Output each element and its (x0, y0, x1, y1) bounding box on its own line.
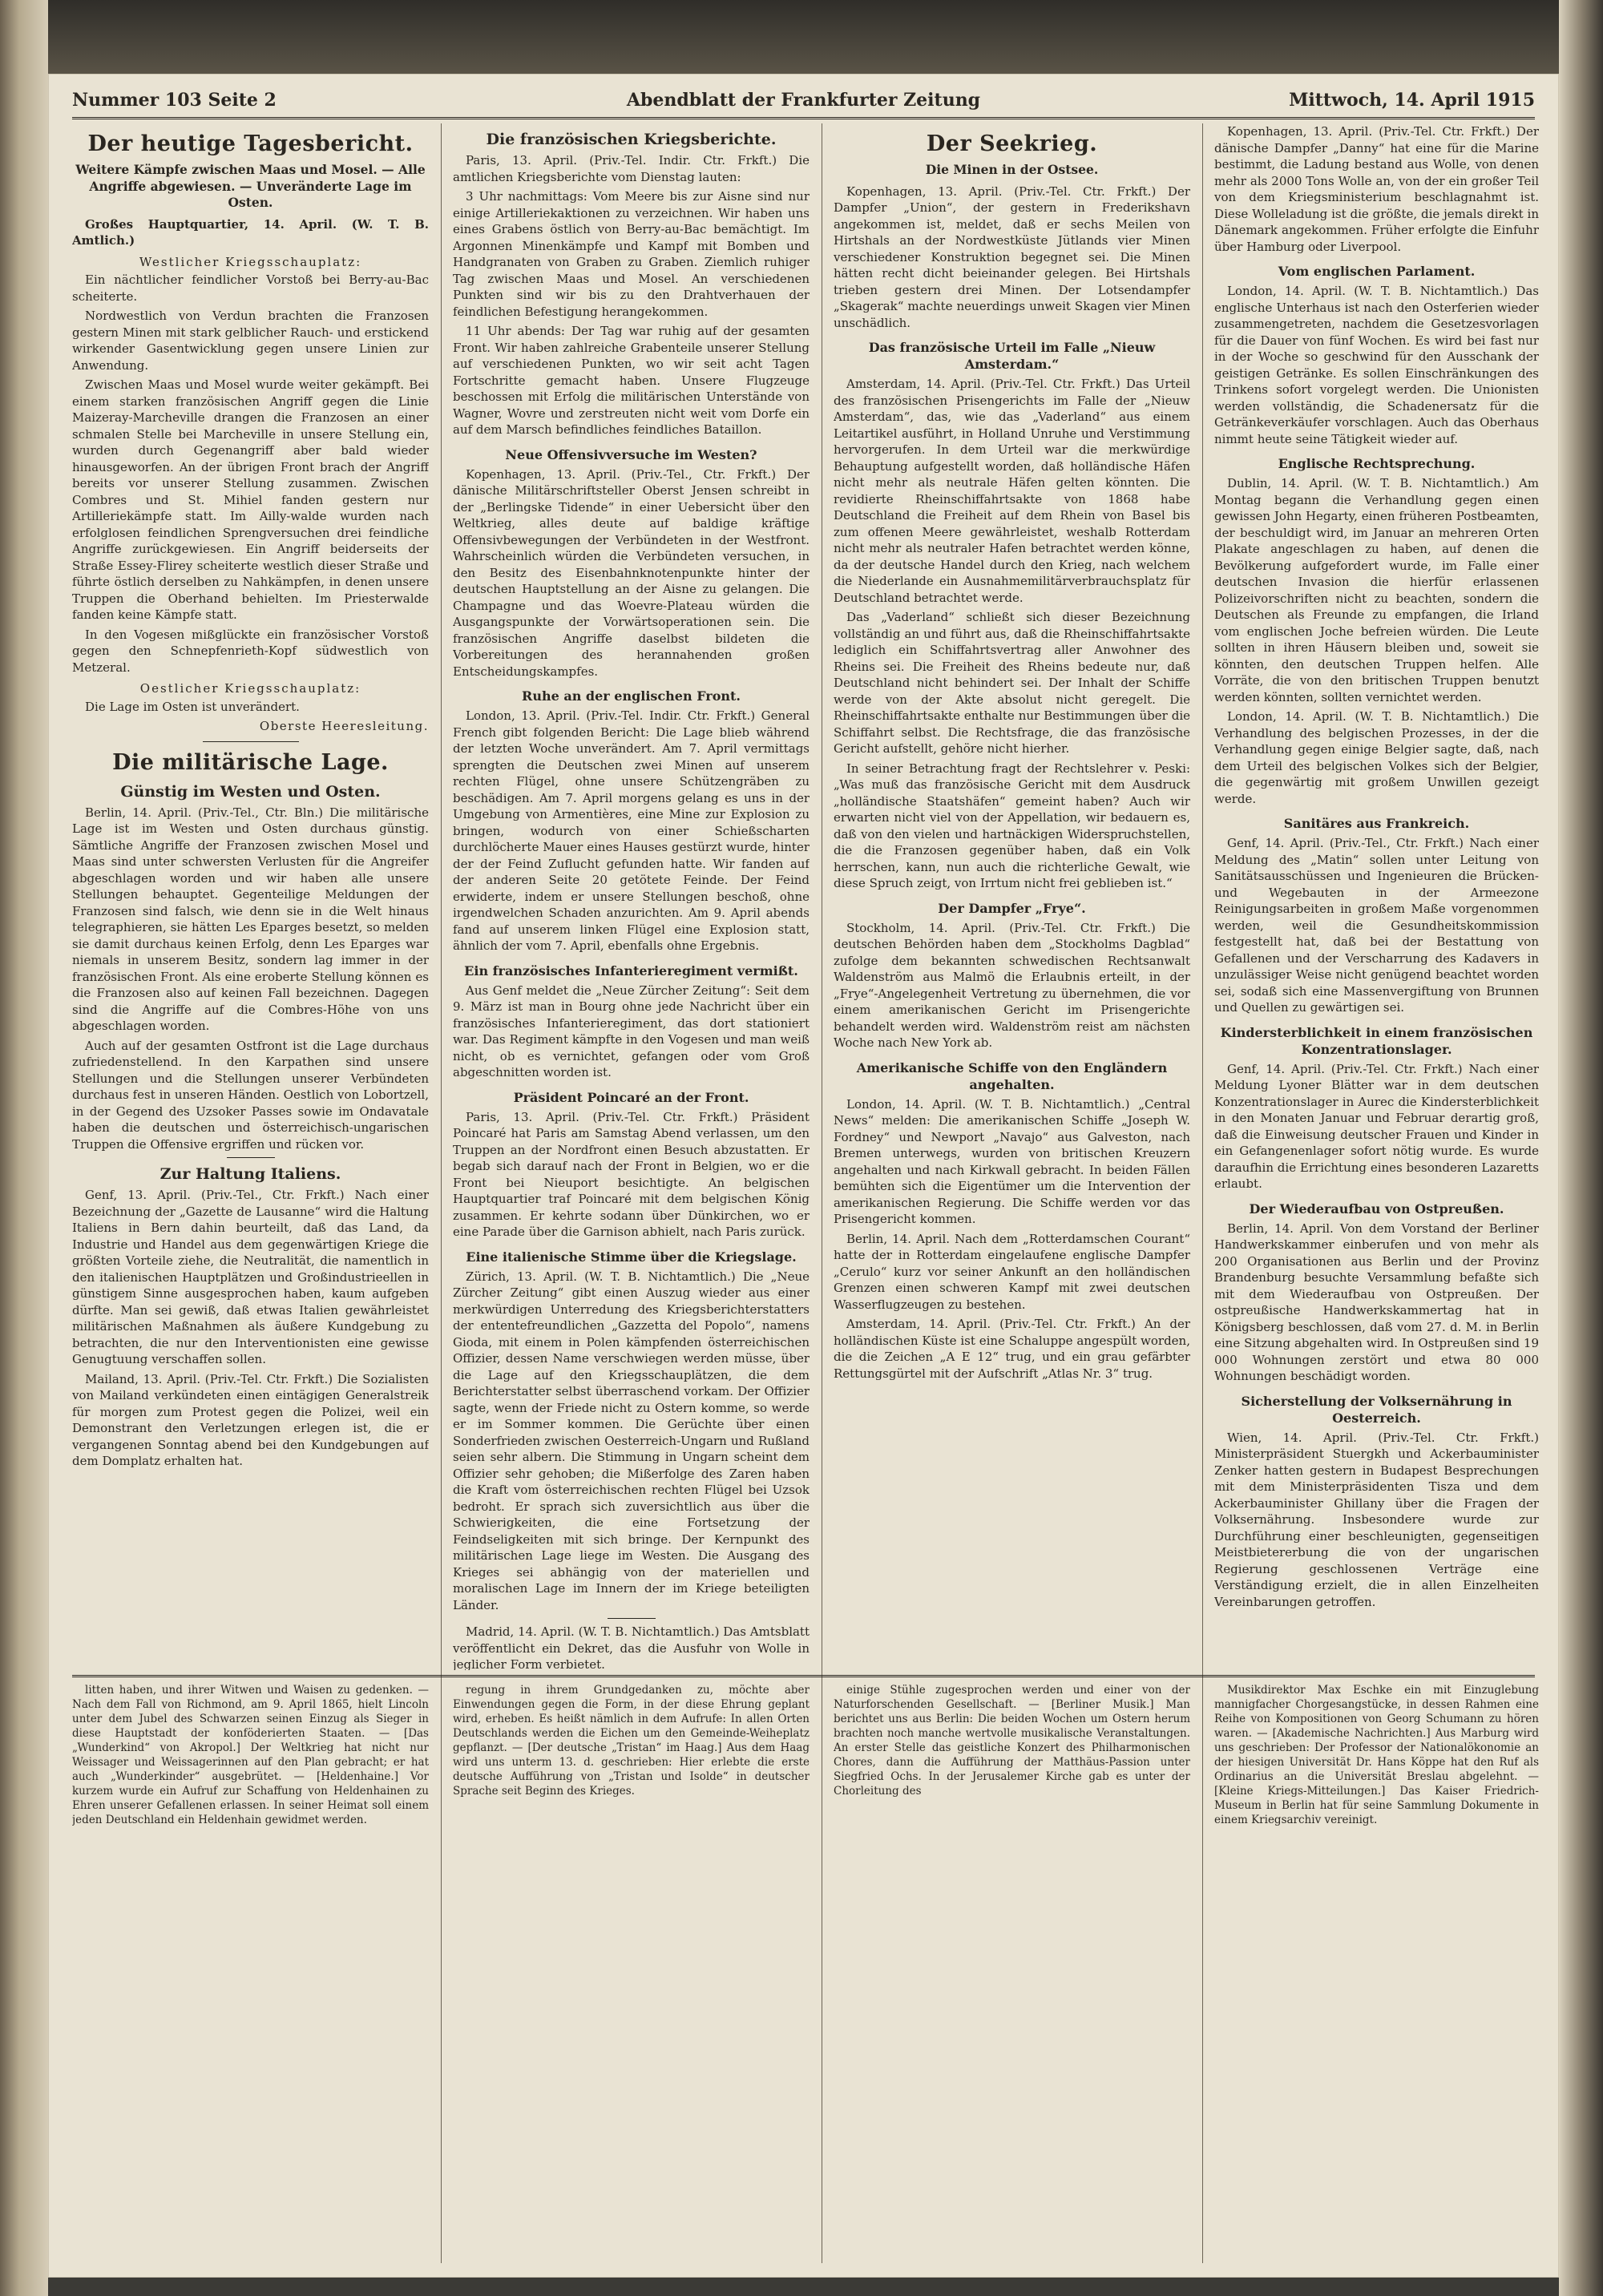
paragraph: Das „Vaderland“ schließt sich dieser Bezeichnung vollständig an und führt aus, daß die Rheinschiffahrtsakte lediglich ein Schiffahrtsvertrag aller Anwohner des Rheins sei. Die Freiheit des Rheins bedeute nur, daß Deutschland nicht behindert sei. Der Inhalt der Schiffe werde von der Akte absolut nicht geregelt. Die Rheinschiffahrtsakte enthalte nur Bestimmungen über die Schiffahrt selbst. Die Rechtsfrage, die das französische Gericht aufstellt, gehöre nicht hierher. (834, 610, 1190, 756)
column-rule (1202, 123, 1203, 2263)
divider (227, 1157, 275, 1158)
binding-left-edge (0, 0, 48, 2296)
headline-italien: Zur Haltung Italiens. (159, 1165, 341, 1183)
headline-sanitaer: Sanitäres aus Frankreich. (1283, 816, 1470, 831)
headline-ostpreussen: Der Wiederaufbau von Ostpreußen. (1249, 1200, 1504, 1217)
headline-frye: Der Dampfer „Frye“. (938, 900, 1086, 916)
paragraph: litten haben, und ihrer Witwen und Waisen zu gedenken. — Nach dem Fall von Richmond, am 9. April 1865, hielt Lincoln unter dem Jubel des Schwarzen seinen Einzug als Sieger in diese Hauptstadt der konföderierten Staaten. — [Das „Wunderkind“ von Akropol.] Der Weltkrieg hat nicht nur Weissager und Weissagerinnen auf den Plan gebracht; er hat auch „Wunderkinder“ ausgebrütet. — [Heldenhaine.] Vor kurzem wurde ein Aufruf zur Schaffung von Heldenhainen zu Ehren unserer Gefallenen erlassen. In seiner Heimat soll einem jeden Deutschland ein Heldenhain gewidmet werden. (72, 1684, 429, 1826)
scan-top-band (0, 0, 1603, 74)
paragraph: Zürich, 13. April. (W. T. B. Nichtamtlich.) Die „Neue Zürcher Zeitung“ gibt einen Auszug wieder aus einer merkwürdigen Unterredung des Kriegsberichterstatters der ententefreundlichen „Gazzetta del Popolo“, namens Gioda, mit einem in Polen kämpfenden österreichischen Offizier, dessen Name verschwiegen werden müsse, über die Lage auf den Kriegsschauplätzen, die dem Berichterstatter selbst überraschend vorkam. Der Offizier sagte, wenn der Friede nicht zu Ostern komme, so werde er im Sommer kommen. Die Gerüchte über einen Sonderfrieden zwischen Oesterreich-Ungarn und Rußland seien sehr albern. Die Stimmung in Ungarn scheint dem Offizier sehr gehoben; die Mißerfolge des Zaren haben die Kraft vom österreichischen rechten Flügel bei Uzsok bedroht. Er sprach sich zuversichtlich aus über die Schwierigkeiten, die eine Fortsetzung der Feindseligkeiten mit sich bringe. Der Kernpunkt des militärischen Lage liege im Westen. Die Ausgang des Krieges sei abhängig von der materiellen und moralischen Lage im Innern der im Kriege beteiligten Länder. (453, 1269, 810, 1612)
paragraph: Nordwestlich von Verdun brachten die Franzosen gestern Minen mit stark gelblicher Rauch- und erstickend wirkender Gasentwicklung gegen unsere Linien zur Anwendung. (72, 309, 429, 373)
paragraph: In den Vogesen mißglückte ein französischer Vorstoß gegen den Schnepfenrieth-Kopf südwestlich von Metzeral. (72, 627, 429, 675)
subhead-tagesbericht: Weitere Kämpfe zwischen Maas und Mosel. — Alle Angriffe abgewiesen. — Unveränderte Lage im Osten. (75, 162, 426, 210)
headline-offensiv: Neue Offensivversuche im Westen? (505, 446, 757, 462)
paragraph: 11 Uhr abends: Der Tag war ruhig auf der gesamten Front. Wir haben zahlreiche Grabenteile unserer Stellung auf verschiedenen Punkten, wo wir seit acht Tagen Fortschritte gemacht haben. Unsere Flugzeuge beschossen mit Erfolg die militärischen Unterstände von Wagner, Wovre und zerstreuten nicht weit vom Dorfe ein auf dem Marsch befindliches feindliches Bataillon. (453, 324, 810, 437)
paragraph: Musikdirektor Max Eschke ein mit Einzuglebung mannigfacher Chorgesangstücke, in dessen Rahmen eine Reihe von Kompositionen von Georg Schumann zu hören waren. — [Akademische Nachrichten.] Aus Marburg wird uns geschrieben: Der Professor der Nationalökonomie an der hiesigen Universität Dr. Hans Köppe hat den Ruf als Ordinarius an die Universität Breslau abgelehnt. — [Kleine Kriegs-Mitteilungen.] Das Kaiser Friedrich-Museum in Berlin hat für seine Sammlung Dokumente in einem Kriegsarchiv vereinigt. (1214, 1684, 1539, 1826)
paragraph: Mailand, 13. April. (Priv.-Tel. Ctr. Frkft.) Die Sozialisten von Mailand verkündeten einen eintägigen Generalstreik für morgen zum Protest gegen die Polizei, weil ein Demonstrant den Verletzungen erlegen ist, die er vergangenen Sonntag abend bei den Kundgebungen auf dem Domplatz erhalten hat. (72, 1371, 429, 1468)
paragraph: Auch auf der gesamten Ostfront ist die Lage durchaus zufriedenstellend. In den Karpathen sind unsere Stellungen und die Stellungen unserer Verbündeten durchaus fest in unseren Händen. Oestlich von Lobortzell, in der Gegend des Uzsoker Passes sowie im Ondavatale haben die deutschen und österreichisch-ungarischen Truppen die Offensive ergriffen und rücken vor. (72, 1038, 429, 1152)
headline-stimme: Eine italienische Stimme über die Kriegslage. (466, 1249, 797, 1265)
subhead-minen: Die Minen in der Ostsee. (925, 162, 1099, 177)
paragraph: Zwischen Maas und Mosel wurde weiter gekämpft. Bei einem starken französischen Angriff gegen die Linie Maizeray-Marcheville drangen die Franzosen an einer schmalen Stelle bei Marcheville in unsere Stellung ein, wurden durch Gegenangriff aber bald wieder hinausgeworfen. An der übrigen Front brach der Angriff bereits vor unserer Stellung zusammen. Zwischen Combres und St. Mihiel fanden gestern nur Artilleriekämpfe statt. Im Ailly-walde wurden nach erfolglosen feindlichen Sprengversuchen drei feindliche Angriffe zurückgewiesen. Ein Angriff beiderseits der Straße Essey-Flirey scheiterte westlich dieser Straße und führte östlich derselben zu Nahkämpfen, in denen unsere Truppen die Oberhand behielten. Im Priesterwalde fanden keine Kämpfe statt. (72, 377, 429, 622)
subhead-lage: Günstig im Westen und Osten. (120, 782, 381, 801)
paragraph: Stockholm, 14. April. (Priv.-Tel. Ctr. Frkft.) Die deutschen Behörden haben dem „Stockholms Dagblad“ zufolge dem bekannten schwedischen Rechtsanwalt Waldenström aus Malmö die Erlaubnis erteilt, in der „Frye“-Angelegenheit Vertretung zu übernehmen, die vor einem amerikanischen Gericht im Prisengerichte behandelt werden wird. Waldenström reist am nächsten Woche nach New York ab. (834, 920, 1190, 1050)
paragraph: Aus Genf meldet die „Neue Zürcher Zeitung“: Seit dem 9. März ist man in Bourg ohne jede Nachricht über ein französisches Infanterieregiment, das dort stationiert war. Das Regiment kämpfte in den Vogesen und man weiß nicht, ob es vernichtet, gefangen oder vom Groß abgeschnitten worden ist. (453, 983, 810, 1079)
signature-heeresleitung: Oberste Heeresleitung. (259, 719, 429, 733)
paragraph: regung in ihrem Grundgedanken zu, möchte aber Einwendungen gegen die Form, in der diese Ehrung geplant wird, erheben. Es heißt nämlich in dem Aufrufe: In allen Orten Deutschlands werden die Eichen um den Gemeinde-Weiheplatz gepflanzt. — [Der deutsche „Tristan“ im Haag.] Aus dem Haag wird uns unterm 13. d. geschrieben: Hier erlebte die erste deutsche Aufführung von „Tristan und Isolde“ in deutscher Sprache seit Beginn des Krieges. (453, 1684, 810, 1798)
paragraph: London, 14. April. (W. T. B. Nichtamtlich.) „Central News“ melden: Die amerikanischen Schiffe „Joseph W. Fordney“ und Newport „Navajo“ aus Galveston, nach Bremen unterwegs, wurden von britischen Kreuzern angehalten und nach Kirkwall gebracht. In beiden Fällen bemühten sich die Eigentümer um die Intervention der amerikanischen Regierung. Die Schiffe werden vor das Prisengericht kommen. (834, 1096, 1190, 1226)
paragraph: Amsterdam, 14. April. (Priv.-Tel. Ctr. Frkft.) Das Urteil des französischen Prisengerichts im Falle der „Nieuw Amsterdam“, das, wie das „Vaderland“ aus einem Leitartikel ausführt, in Holland Unruhe und Verstimmung hervorgerufen. In dem Urteil war die merkwürdige Behauptung aufgestellt worden, daß holländische Häfen nicht mehr als neutrale Häfen gelten könnten. Die revidierte Rheinschiffahrtsakte von 1868 habe Deutschland die Freiheit auf dem Rhein von Basel bis zum offenen Meere gewährleistet, weshalb Rotterdam nicht mehr als neutraler Hafen betrachtet werden könne, da der deutsche Handel durch den Krieg, nach welchem die Niederlande ein Ausnahmemilitärverbrauchsplatz für Deutschland betrachtet werde. (834, 377, 1190, 605)
headline-ruhe: Ruhe an der englischen Front. (522, 688, 741, 704)
masthead-title: Abendblatt der Frankfurter Zeitung (626, 90, 981, 111)
paragraph: Madrid, 14. April. (W. T. B. Nichtamtlich.) Das Amtsblatt veröffentlicht ein Dekret, das die Ausfuhr von Wolle in jeglicher Form verbietet. (453, 1624, 810, 1670)
headline-oesterreich: Sicherstellung der Volksernährung in Oesterreich. (1241, 1393, 1512, 1426)
paragraph: London, 14. April. (W. T. B. Nichtamtlich.) Die Verhandlung des belgischen Prozesses, in der die Verhandlung gegen einige Belgier sagte, daß, nach dem Urteil des belgischen Volkes sich der Belgier, die gegenwärtig mit großem Unwillen gezeigt werde. (1214, 709, 1539, 806)
feuilleton-rule (72, 1675, 1535, 1681)
divider (203, 741, 299, 742)
headline-urteil: Das französische Urteil im Falle „Nieuw Amsterdam.“ (868, 340, 1156, 372)
paragraph: Die Lage im Osten ist unverändert. (85, 699, 300, 714)
paragraph: London, 13. April. (Priv.-Tel. Indir. Ctr. Frkft.) General French gibt folgenden Bericht: Die Lage blieb während der letzten Woche unverändert. Am 7. April vermittags sprengten die Deutschen zwei Minen auf unserem rechten Flügel, ohne unsere Schützengräben zu beschädigen. Am 7. April morgens gelang es uns in der Umgebung von Armentières, eine Mine zur Explosion zu bringen, wodurch von einer Schießscharten durchlöcherte Mauer eines Hauses gestürzt wurde, hinter der der Feind Zuflucht gefunden hatte. Wir fanden auf der anderen Seite 20 getötete Feinde. Der Feind erwiderte, indem er unsere Stellungen beschoß, ohne irgendwelchen Schaden anzurichten. Am 9. April abends fand auf unserem linken Flügel eine Explosion statt, ähnlich der vom 7. April, ebenfalls ohne Ergebnis. (453, 708, 810, 953)
paragraph: London, 14. April. (W. T. B. Nichtamtlich.) Das englische Unterhaus ist nach den Osterferien wieder zusammengetreten, nachdem die Gesetzesvorlagen für die Dauer von fünf Wochen. Es wird bei fast nur in der Woche so geschwind für den Ausschank der geistigen Getränke. Es sollen Einschränkungen des Trinkens sofort vorgelegt werden. Die Unionisten werden vollständig, die Schadenersatz für die Getränkeverkäufer vorschlagen. Auch das Oberhaus nimmt heute seine Tätigkeit wieder auf. (1214, 284, 1539, 446)
feuilleton-column-2 (453, 1683, 810, 2260)
paragraph: Berlin, 14. April. Von dem Vorstand der Berliner Handwerkskammer einberufen und von mehr als 200 Organisationen aus Berlin und der Provinz Brandenburg besuchte Versammlung befaßte sich mit dem Wiederaufbau von Ostpreußen. Der ostpreußische Handwerkskammertag hat in Königsberg beschlossen, daß vom 27. d. M. in Berlin eine Sitzung abgehalten wird. In Ostpreußen sind 19 000 Wohnungen zerstört und etwa 80 000 Wohnungen beschädigt worden. (1214, 1221, 1539, 1383)
column-4 (1214, 123, 1539, 1670)
feuilleton-column-3 (834, 1683, 1190, 2260)
masthead (72, 85, 1535, 119)
feuilleton-column-4 (1214, 1683, 1539, 2260)
headline-poincare: Präsident Poincaré an der Front. (513, 1089, 749, 1105)
newspaper-page (48, 74, 1559, 2278)
paragraph: Paris, 13. April. (Priv.-Tel. Ctr. Frkft.) Präsident Poincaré hat Paris am Samstag Abend verlassen, um den Truppen an der Nordfront einen Besuch abzustatten. Er begab sich darauf nach der Front in Belgien, wo er die Front bei Nieuport besichtigte. An belgischen Hauptquartier traf Poincaré mit dem belgischen König zusammen. Er kehrte sodann über Dünkirchen, wo er eine Parade über die Garnison abhielt, nach Paris zurück. (453, 1109, 810, 1239)
paragraph: Berlin, 14. April. Nach dem „Rotterdamschen Courant“ hatte der in Rotterdam eingelaufene englische Dampfer „Cerulo“ kurz vor seiner Ankunft an den holländischen Grenzen einen schweren Kampf mit zwei deutschen Wasserflugzeugen zu bestehen. (834, 1231, 1190, 1312)
divider (608, 1618, 656, 1619)
paragraph: Wien, 14. April. (Priv.-Tel. Ctr. Frkft.) Ministerpräsident Stuergkh und Ackerbauminister Zenker hatten gestern in Budapest Besprechungen mit dem Ministerpräsidenten Tisza und dem Ackerbauminister Ghillany über die Fragen der Volksernährung. Insbesondere wurde zur Durchführung einer beschleunigten, gegenseitigen Meistbietererbung die von der ungarischen Regierung geschlossenen Verträge eine Verständigung erzielt, die in allen Einzelheiten Vereinbarungen getroffen. (1214, 1430, 1539, 1609)
binding-right-edge (1559, 0, 1603, 2296)
paragraph: Amsterdam, 14. April. (Priv.-Tel. Ctr. Frkft.) An der holländischen Küste ist eine Schaluppe angespült worden, die die Zeichen „A E 12“ trug, und ein grau gefärbter Rettungsgürtel mit der Aufschrift „Atlas Nr. 3“ trug. (834, 1317, 1190, 1381)
headline-regiment: Ein französisches Infanterieregiment vermißt. (464, 962, 798, 979)
paragraph: Berlin, 14. April. (Priv.-Tel., Ctr. Bln.) Die militärische Lage ist im Westen und Osten durchaus günstig. Sämtliche Angriffe der Franzosen zwischen Mosel und Maas sind unter schwersten Verlusten für die Angreifer abgeschlagen worden und wir haben alle unsere Stellungen behauptet. Gegenteilige Meldungen der Franzosen sind falsch, wie denn sie in die Welt hinaus telegraphieren, sie hätten Les Eparges besetzt, so melden sie damit durchaus keinen Erfolg, denn Les Eparges war niemals in unserem Besitz, sondern lag immer in der französischen Front. Als eine eroberte Stellung können es die Franzosen also auf keinen Fall bezeichnen. Dagegen sind die Angriffe auf die Combres-Höhe von uns abgeschlagen worden. (72, 805, 429, 1033)
paragraph: In seiner Betrachtung fragt der Rechtslehrer v. Peski: „Was muß das französische Gericht mit dem Ausdruck „holländische Staatshäfen“ gemeint haben? Auch wir erwarten nicht viel von der Appellation, wir bedauern es, daß von den vielen und hartnäckigen Widerspruchstellen, die die Franzosen gegenüber haben, daß ein Volk herrschen, kann, nun auch die richterliche Gewalt, wie diese Spruch zeigt, von Irrtum nicht frei geblieben ist.“ (834, 761, 1190, 890)
headline-seekrieg: Der Seekrieg. (926, 131, 1098, 156)
headline-parlament: Vom englischen Parlament. (1278, 264, 1476, 279)
paragraph: Genf, 14. April. (Priv.-Tel. Ctr. Frkft.) Nach einer Meldung Lyoner Blätter war in dem deutschen Konzentrationslager in Aurec die Kindersterblichkeit in den Monaten Januar und Februar derartig groß, daß die Einweisung deutscher Frauen und Kinder in ein Gefangenenlager sofort nötig wurde. Es wurde daraufhin die Errichtung eines besonderen Lazaretts erlaubt. (1214, 1061, 1539, 1191)
column-2 (453, 123, 810, 1670)
paragraph: Kopenhagen, 13. April. (Priv.-Tel., Ctr. Frkft.) Der dänische Militärschriftsteller Oberst Jensen schreibt in der „Berlingske Tidende“ in einer Uebersicht über den Weltkrieg, alles deute auf baldige kräftige Offensivbewegungen der Verbündeten in der Westfront. Wahrscheinlich würden die Verbündeten versuchen, in den Besitz des Eisenbahnknotenpunkte hinter der deutschen Hauptstellung an der Aisne zu gelangen. Die Champagne und das Woevre-Plateau würden die Ausgangspunkte der Vorwärtsoperationen sein. Die französischen Angriffe daselbst bildeten die Vorbereitungen des herannahenden großen Entscheidungskampfes. (453, 466, 810, 679)
headline-recht: Englische Rechtsprechung. (1278, 456, 1476, 471)
section-west: Westlicher Kriegsschauplatz: (139, 254, 362, 269)
paragraph: Kopenhagen, 13. April. (Priv.-Tel. Ctr. Frkft.) Der dänische Dampfer „Danny“ hat eine für die Marine bestimmt, die Ladung bestand aus Wolle, von denen mehr als 2000 Tons Wolle an, von der ein großer Teil von dem Kriegsministerium beschlagnahmt ist. Diese Wolleladung ist die größte, die jemals direkt in Dänemark angekommen. Früher erfolgte die Einfuhr über Hamburg oder Liverpool. (1214, 124, 1539, 254)
headline-tagesbericht: Der heutige Tagesbericht. (87, 131, 414, 156)
paragraph: Ein nächtlicher feindlicher Vorstoß bei Berry-au-Bac scheiterte. (72, 272, 429, 304)
paragraph: Genf, 13. April. (Priv.-Tel., Ctr. Frkft.) Nach einer Bezeichnung der „Gazette de Lausanne“ wird die Haltung Italiens in Bern dahin beurteilt, daß das Land, da Industrie und Handel aus dem gegenwärtigen Kriege die größten Vorteile ziehe, die Neutralität, die namentlich in den italienischen Hauptplätzen und Großindustrieellen in günstigem Sinne ausgesprochen haben, kaum aufgeben dürfte. Man sei gewiß, daß etwas Italien gewährleistet militärischen Maßnahmen als äußere Kundgebung zu betrachten, die nur den Interventionisten eine gewisse Genugtuung verschaffen sollen. (72, 1188, 429, 1366)
headline-amerik: Amerikanische Schiffe von den Engländern angehalten. (856, 1059, 1168, 1092)
feuilleton-column-1 (72, 1683, 429, 2260)
paragraph: 3 Uhr nachmittags: Vom Meere bis zur Aisne sind nur einige Artilleriekaktionen zu verzeichnen. Wir haben uns eines Grabens östlich von Berry-au-Bac bemächtigt. Im Argonnen Minenkämpfe und Kampf mit Bomben und Handgranaten von Graben zu Graben. Ziemlich ruhiger Tag zwischen Maas und Mosel. An verschiedenen Punkten sind wir bis zu den Drahtverhauen der feindlichen Befestigung herangekommen. (453, 189, 810, 319)
column-1 (72, 123, 429, 1670)
masthead-issue: Nummer 103 Seite 2 (72, 90, 277, 111)
paragraph: Paris, 13. April. (Priv.-Tel. Indir. Ctr. Frkft.) Die amtlichen Kriegsberichte vom Dienstag lauten: (453, 153, 810, 184)
paragraph: Dublin, 14. April. (W. T. B. Nichtamtlich.) Am Montag begann die Verhandlung gegen einen gewissen John Hegarty, einen früheren Postbeamten, der beschuldigt wird, im Januar an mehreren Orten Plakate angeschlagen zu haben, auf denen die Bevölkerung aufgefordert wurde, im Falle einer deutschen Invasion die hierfür erlassenen Polizeivorschriften nicht zu beachten, sondern die Deutschen als Freunde zu empfangen, die Irland vom englischen Joche befreien würden. Die Leute sollten in ihren Häusern bleiben und, soweit sie könnten, den deutschen Truppen helfen. Alle Vorräte, die von den britischen Truppen benutzt werden könnten, sollten vernichtet werden. (1214, 476, 1539, 704)
section-ost: Oestlicher Kriegsschauplatz: (139, 681, 361, 696)
column-rule (441, 123, 442, 2263)
headline-kinder: Kindersterblichkeit in einem französischen Konzentrationslager. (1220, 1024, 1533, 1057)
paragraph: einige Stühle zugesprochen werden und einer von der Naturforschenden Gesellschaft. — [Berliner Musik.] Man berichtet uns aus Berlin: Die beiden Wochen um Ostern herum brachten noch manche wertvolle musikalische Veranstaltungen. An erster Stelle das geistliche Konzert des Philharmonischen Chores, dann die Aufführung der Matthäus-Passion unter Siegfried Ochs. In der Jerusalemer Kirche gab es unter der Chorleitung des (834, 1684, 1190, 1798)
paragraph: Genf, 14. April. (Priv.-Tel., Ctr. Frkft.) Nach einer Meldung des „Matin“ sollen unter Leitung von Sanitätsausschüssen und Ingenieuren die Brücken- und Wegebauten in der Armeezone Reinigungsarbeiten in großem Maße vorgenommen werden, weil die Gesundheitskommission festgestellt hat, daß bei der Bestattung von Gefallenen und der Verscharrung des Kadavers in unzulässiger Weise nicht genügend beachtet worden sei, sodaß sich eine Massenvergiftung von Brunnen und Quellen zu gewärtigen sei. (1214, 836, 1539, 1015)
dateline-hq: Großes Hauptquartier, 14. April. (W. T. B. Amtlich.) (72, 216, 429, 248)
paragraph: Kopenhagen, 13. April. (Priv.-Tel. Ctr. Frkft.) Der Dampfer „Union“, der gestern in Frederikshavn angekommen ist, meldet, daß er sechs Meilen von Hirtshals an der Nordwestküste Jütlands vier Minen verschiedener Konstruktion begegnet sei. Die Minen hätten recht dicht beieinander gelegen. Bei Hirtshals trieben gestern drei Minen. Der Lotsendampfer „Skagerak“ machte neuerdings unweit Skagen vier Minen unschädlich. (834, 184, 1190, 330)
masthead-date: Mittwoch, 14. April 1915 (1289, 90, 1535, 111)
headline-lage: Die militärische Lage. (112, 749, 389, 775)
headline-franz-berichte: Die französischen Kriegsberichte. (486, 131, 777, 148)
column-3 (834, 123, 1190, 1670)
